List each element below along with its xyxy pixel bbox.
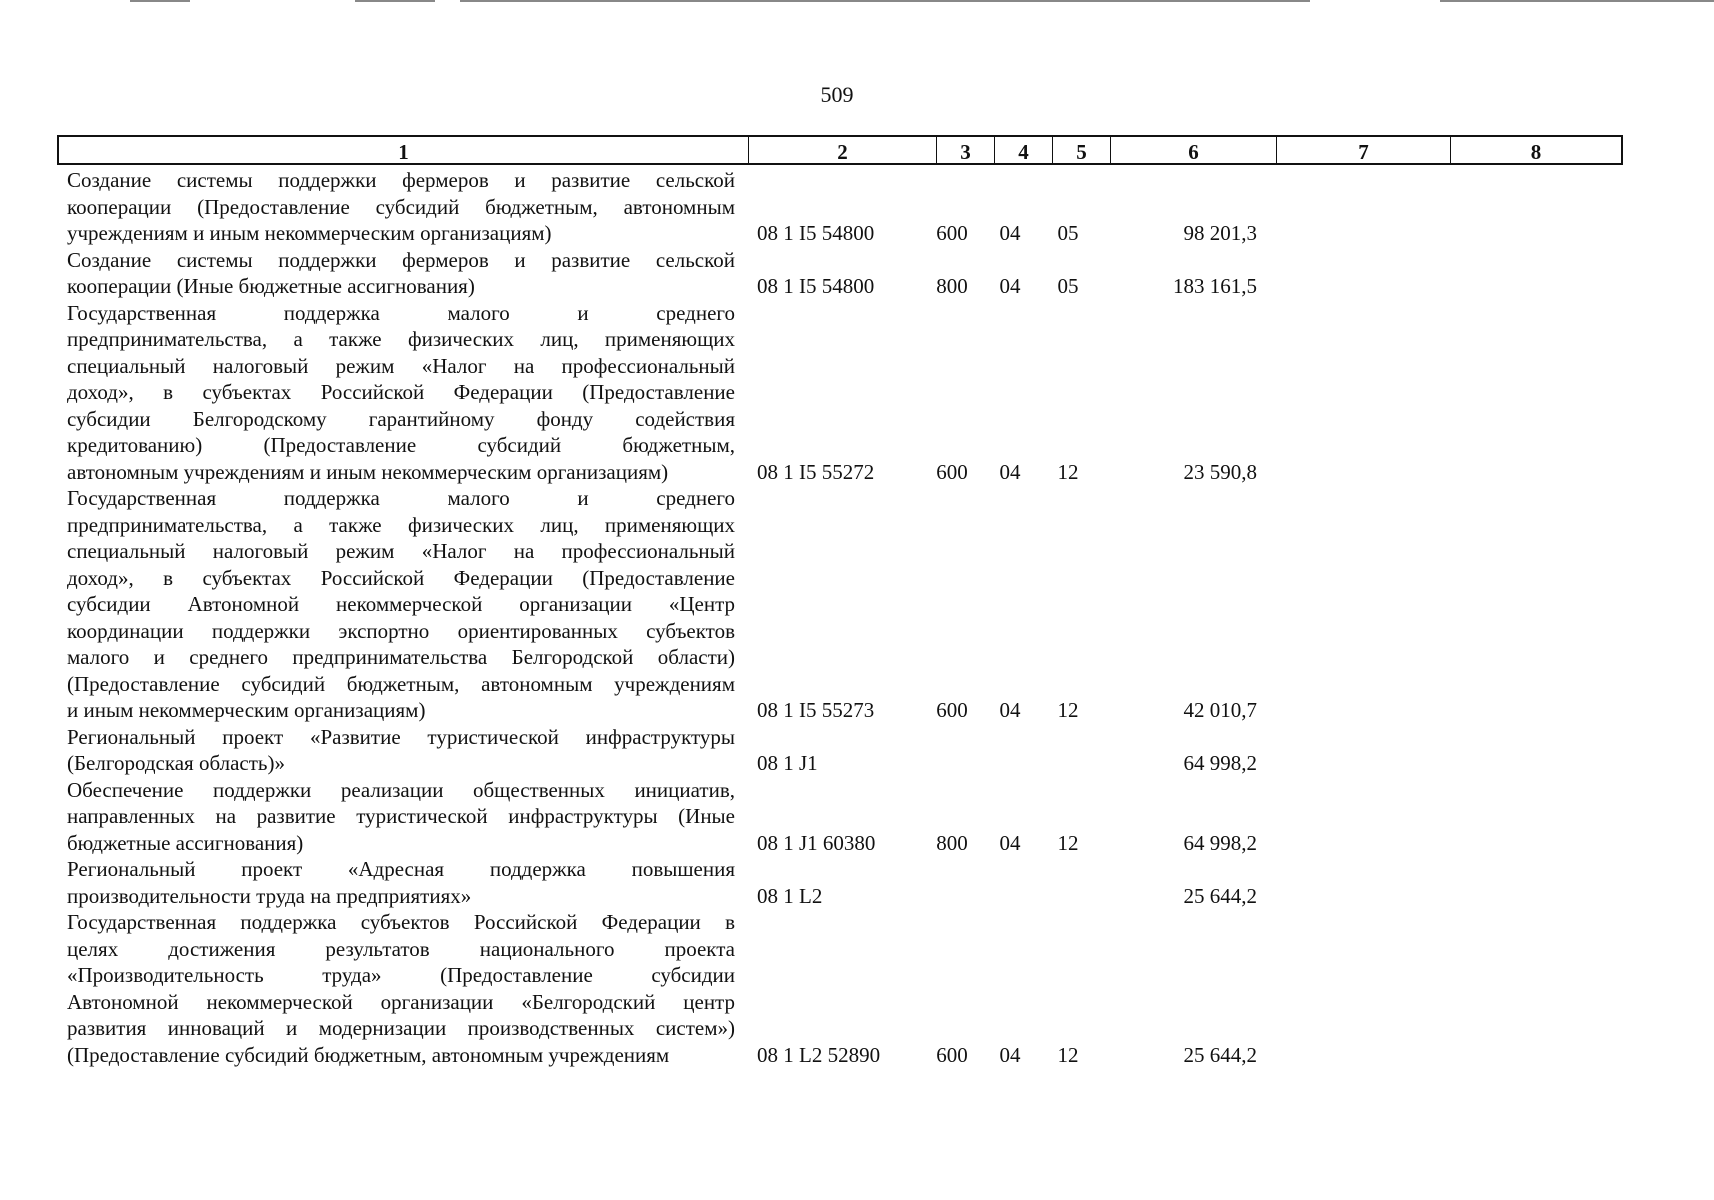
column-header-4: 4 — [995, 137, 1053, 163]
row-col5: 12 — [1057, 698, 1079, 722]
row-col4: 04 — [999, 698, 1021, 722]
row-col3: 600 — [936, 698, 968, 722]
description-line: специальный налоговый режим «Налог на профессиональный — [67, 539, 735, 563]
description-line: доход», в субъектах Российской Федерации (Предоставление — [67, 565, 735, 590]
description-line: субсидии Автономной некоммерческой организации «Центр — [67, 592, 735, 616]
row-col3: 600 — [936, 459, 968, 484]
table-row — [67, 167, 1627, 247]
description-line: доход», в субъектах Российской Федерации (Предоставление — [67, 380, 735, 404]
row-description — [67, 724, 735, 777]
row-description — [67, 167, 735, 247]
description-line: Создание системы поддержки фермеров и развитие сельской — [67, 247, 735, 272]
row-code: 08 1 I5 55272 — [757, 459, 875, 484]
top-rule — [460, 0, 1310, 2]
row-col5: 12 — [1057, 1042, 1079, 1067]
row-col4: 04 — [999, 1042, 1021, 1067]
column-header-1: 1 — [59, 137, 749, 163]
row-col3: 800 — [936, 274, 968, 298]
table-row — [67, 724, 1627, 777]
description-line: Создание системы поддержки фермеров и развитие сельской — [67, 168, 735, 192]
description-line: кооперации (Предоставление субсидий бюджетным, автономным — [67, 194, 735, 219]
description-line: кооперации (Иные бюджетные ассигнования) — [67, 274, 475, 298]
description-line: Государственная поддержка малого и среднего — [67, 300, 735, 325]
description-line: Региональный проект «Развитие туристической инфраструктуры — [67, 724, 735, 749]
row-col5: 05 — [1057, 274, 1079, 298]
row-col4: 04 — [999, 221, 1021, 245]
column-header-8: 8 — [1530, 140, 1542, 164]
row-description — [67, 777, 735, 857]
row-col4: 04 — [999, 274, 1021, 298]
column-header-3: 3 — [937, 137, 995, 163]
description-line: специальный налоговый режим «Налог на профессиональный — [67, 353, 735, 378]
row-code: 08 1 I5 54800 — [757, 221, 875, 245]
description-line: (Предоставление субсидий бюджетным, автономным учреждениям — [67, 671, 735, 696]
description-line: кредитованию) (Предоставление субсидий бюджетным, — [67, 433, 735, 457]
description-line: автономным учреждениям и иным некоммерческим организациям) — [67, 459, 669, 484]
row-code: 08 1 I5 54800 — [757, 274, 875, 298]
description-line: и иным некоммерческим организациям) — [67, 698, 426, 722]
description-line: субсидии Белгородскому гарантийному фонду содействия — [67, 406, 735, 431]
row-amount: 25 644,2 — [1183, 1042, 1257, 1067]
description-line: (Предоставление субсидий бюджетным, автономным учреждениям — [67, 1042, 670, 1067]
row-code: 08 1 J1 60380 — [757, 830, 876, 855]
table-row — [67, 909, 1627, 1068]
top-rule — [1440, 0, 1714, 2]
description-line: координации поддержки экспортно ориентированных субъектов — [67, 618, 735, 643]
table-row — [67, 856, 1627, 909]
description-line: «Производительность труда» (Предоставление субсидии — [67, 963, 735, 987]
row-amount: 98 201,3 — [1183, 221, 1257, 245]
row-code: 08 1 L2 52890 — [757, 1042, 881, 1067]
column-header-row — [57, 135, 1623, 165]
row-description — [67, 247, 735, 300]
row-col5: 05 — [1057, 221, 1079, 245]
table-row — [67, 300, 1627, 486]
row-col5: 12 — [1057, 830, 1079, 855]
description-line: малого и среднего предпринимательства Белгородской области) — [67, 645, 735, 669]
table-row — [67, 485, 1627, 724]
table-row — [67, 777, 1627, 857]
budget-table-body — [67, 167, 1627, 1068]
description-line: предпринимательства, а также физических лиц, применяющих — [67, 327, 735, 351]
description-line: предпринимательства, а также физических лиц, применяющих — [67, 512, 735, 537]
description-line: Автономной некоммерческой организации «Белгородский центр — [67, 989, 735, 1014]
column-header-2: 2 — [749, 137, 937, 163]
row-col3: 600 — [936, 221, 968, 245]
column-header-7: 7 — [1277, 137, 1451, 163]
row-col5: 12 — [1057, 459, 1079, 484]
page-number: 509 — [820, 82, 854, 107]
row-amount: 23 590,8 — [1183, 459, 1257, 484]
description-line: целях достижения результатов национального проекта — [67, 936, 735, 961]
description-line: направленных на развитие туристической инфраструктуры (Иные — [67, 804, 735, 828]
row-col3: 600 — [936, 1042, 968, 1067]
description-line: производительности труда на предприятиях» — [67, 883, 472, 908]
description-line: развития инноваций и модернизации производственных систем») — [67, 1016, 735, 1040]
description-line: (Белгородская область)» — [67, 751, 285, 775]
row-description — [67, 909, 735, 1068]
row-amount: 42 010,7 — [1183, 698, 1257, 722]
row-amount: 64 998,2 — [1183, 751, 1257, 775]
row-description — [67, 300, 735, 486]
row-code: 08 1 J1 — [757, 751, 818, 775]
row-amount: 64 998,2 — [1183, 830, 1257, 855]
table-row — [67, 247, 1627, 300]
description-line: Обеспечение поддержки реализации общественных инициатив, — [67, 777, 735, 802]
description-line: бюджетные ассигнования) — [67, 830, 304, 855]
row-description — [67, 485, 735, 724]
description-line: учреждениям и иным некоммерческим организациям) — [67, 221, 552, 245]
description-line: Государственная поддержка малого и среднего — [67, 486, 735, 510]
column-header-6: 6 — [1111, 137, 1277, 163]
column-header-5: 5 — [1053, 137, 1111, 163]
row-description — [67, 856, 735, 909]
row-col3: 800 — [936, 830, 968, 855]
description-line: Государственная поддержка субъектов Российской Федерации в — [67, 910, 735, 934]
row-col4: 04 — [999, 830, 1021, 855]
description-line: Региональный проект «Адресная поддержка повышения — [67, 857, 735, 881]
top-rule — [355, 0, 435, 2]
row-code: 08 1 I5 55273 — [757, 698, 875, 722]
row-code: 08 1 L2 — [757, 883, 823, 908]
row-amount: 183 161,5 — [1173, 274, 1257, 298]
row-col4: 04 — [999, 459, 1021, 484]
row-amount: 25 644,2 — [1183, 883, 1257, 908]
top-rule — [130, 0, 190, 2]
